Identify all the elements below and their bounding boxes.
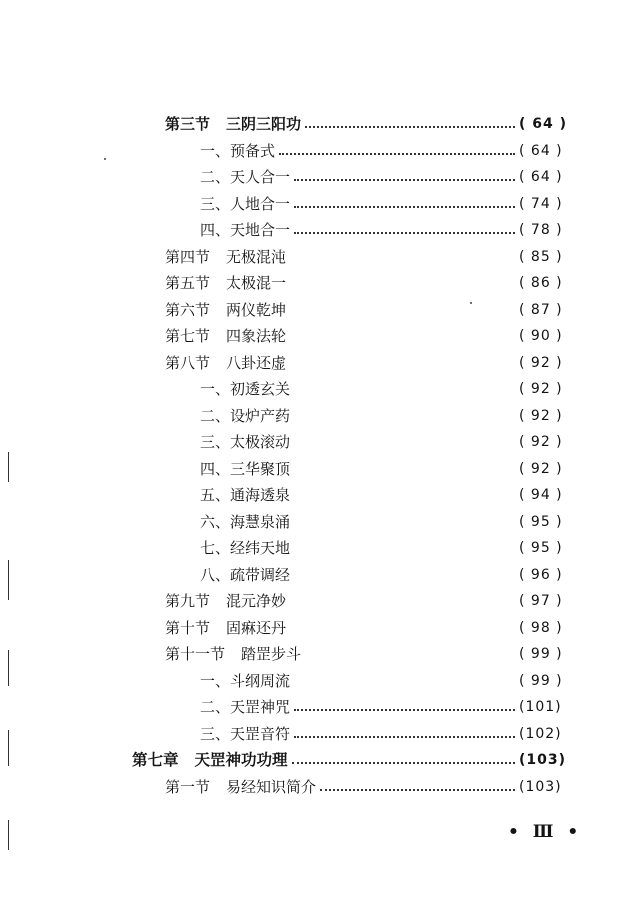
toc-entry bbox=[0, 456, 575, 483]
toc-entry bbox=[0, 164, 575, 191]
dot-leader bbox=[320, 789, 515, 791]
toc-entry-page: (102) bbox=[519, 725, 562, 742]
toc-entry-title: 六、海慧泉涌 bbox=[200, 512, 291, 531]
toc-entry-page: ( 92 ) bbox=[519, 381, 563, 397]
toc-entry-label: 第一节 bbox=[165, 777, 211, 796]
toc-entry-title: 三、人地合一 bbox=[200, 194, 291, 213]
toc-entry-page: ( 64 ) bbox=[519, 116, 568, 132]
toc-entry-page: (101) bbox=[519, 699, 562, 715]
dot-leader bbox=[279, 153, 515, 155]
toc-entry-page: ( 95 ) bbox=[519, 513, 563, 530]
toc-entry-page: ( 87 ) bbox=[519, 301, 563, 318]
toc-entry-page: ( 94 ) bbox=[519, 487, 563, 503]
toc-entry bbox=[0, 191, 575, 218]
toc-entry bbox=[0, 509, 575, 536]
toc-entry-page: ( 98 ) bbox=[519, 619, 563, 636]
toc-entry bbox=[0, 641, 575, 668]
toc-entry-page: ( 78 ) bbox=[519, 222, 563, 238]
toc-entry-page: ( 95 ) bbox=[519, 540, 563, 556]
toc-entry-page: ( 92 ) bbox=[519, 434, 563, 450]
dot-leader bbox=[294, 206, 515, 208]
toc-entry bbox=[0, 774, 575, 801]
dot-leader bbox=[305, 126, 515, 128]
scan-edge-mark bbox=[8, 820, 9, 850]
dot-leader bbox=[294, 232, 515, 234]
scan-speck bbox=[104, 158, 106, 160]
toc-entry bbox=[0, 562, 575, 589]
toc-entry-label: 第五节 bbox=[165, 274, 211, 292]
toc-entry-title: 四象法轮 bbox=[226, 327, 287, 345]
toc-entry-title: 两仪乾坤 bbox=[226, 300, 287, 319]
toc-entry bbox=[0, 217, 575, 244]
toc-entry-page: ( 92 ) bbox=[519, 407, 563, 424]
toc-entry-title: 二、天罡神咒 bbox=[200, 698, 291, 716]
toc-entry bbox=[0, 403, 575, 430]
toc-entry-page: ( 86 ) bbox=[519, 275, 563, 291]
toc-entry bbox=[0, 535, 575, 562]
toc-entry-label: 第十一节 bbox=[165, 645, 226, 663]
toc-entry-title: 固痳还丹 bbox=[226, 618, 287, 637]
toc-entry-title: 七、经纬天地 bbox=[200, 539, 291, 557]
dot-leader bbox=[292, 762, 515, 764]
toc-entry bbox=[0, 482, 575, 509]
toc-entry-title: 太极混一 bbox=[226, 274, 287, 292]
toc-entry bbox=[0, 111, 575, 138]
scan-edge-mark bbox=[8, 452, 9, 482]
toc-entry-title: 五、通海透泉 bbox=[200, 486, 291, 504]
toc-entry bbox=[0, 615, 575, 642]
toc-entry-page: ( 74 ) bbox=[519, 195, 563, 212]
toc-entry-title: 四、天地合一 bbox=[200, 221, 291, 239]
scan-speck bbox=[470, 302, 472, 304]
toc-entry-title: 八卦还虚 bbox=[226, 353, 287, 372]
toc-entry-page: (103) bbox=[519, 778, 562, 795]
toc-entry-title: 天罡神功功理 bbox=[194, 750, 288, 769]
toc-entry-title: 三阴三阳功 bbox=[226, 115, 302, 133]
toc-entry-label: 第七章 bbox=[132, 750, 179, 769]
toc-entry bbox=[0, 297, 575, 324]
toc-entry bbox=[0, 376, 575, 403]
toc-entry-title: 易经知识简介 bbox=[226, 777, 317, 796]
toc-entry-title: 四、三华聚顶 bbox=[200, 459, 291, 478]
toc-entry-title: 踏罡步斗 bbox=[241, 645, 302, 663]
toc-entry-page: ( 64 ) bbox=[519, 169, 563, 185]
toc-entry-page: ( 99 ) bbox=[519, 672, 563, 689]
toc-entry-page: ( 99 ) bbox=[519, 646, 563, 662]
toc-entry-label: 第八节 bbox=[165, 353, 211, 372]
toc-entry bbox=[0, 747, 575, 774]
scan-edge-mark bbox=[8, 650, 9, 686]
toc-entry-page: (103) bbox=[519, 752, 567, 768]
toc-entry bbox=[0, 323, 575, 350]
scan-edge-mark bbox=[8, 730, 9, 766]
toc-entry-title: 混元净妙 bbox=[226, 592, 287, 610]
toc-entry bbox=[0, 350, 575, 377]
toc-entry bbox=[0, 138, 575, 165]
toc-entry bbox=[0, 270, 575, 297]
toc-entry-title: 三、太极滚动 bbox=[200, 433, 291, 451]
toc-entry-label: 第十节 bbox=[165, 618, 211, 637]
table-of-contents bbox=[0, 111, 618, 800]
toc-entry-title: 无极混沌 bbox=[226, 247, 287, 266]
toc-entry-page: ( 92 ) bbox=[519, 460, 563, 477]
toc-entry-page: ( 96 ) bbox=[519, 566, 563, 583]
toc-entry-page: ( 92 ) bbox=[519, 354, 563, 371]
toc-entry-label: 第七节 bbox=[165, 327, 211, 345]
scan-edge-mark bbox=[8, 560, 9, 600]
toc-entry-title: 二、设炉产药 bbox=[200, 406, 291, 425]
toc-entry-title: 一、预备式 bbox=[200, 141, 276, 160]
toc-entry-page: ( 85 ) bbox=[519, 248, 563, 265]
dot-leader bbox=[294, 179, 515, 181]
toc-entry bbox=[0, 429, 575, 456]
toc-entry-title: 三、天罡音符 bbox=[200, 724, 291, 743]
toc-entry-label: 第六节 bbox=[165, 300, 211, 319]
toc-entry-label: 第九节 bbox=[165, 592, 211, 610]
toc-entry-page: ( 97 ) bbox=[519, 593, 563, 609]
toc-entry bbox=[0, 244, 575, 271]
toc-entry bbox=[0, 694, 575, 721]
dot-leader bbox=[294, 709, 515, 711]
toc-entry bbox=[0, 668, 575, 695]
toc-entry-title: 八、疏带调经 bbox=[200, 565, 291, 584]
toc-entry-label: 第三节 bbox=[165, 115, 211, 133]
page-number-folio: • Ⅲ • bbox=[508, 822, 583, 842]
toc-entry-page: ( 90 ) bbox=[519, 328, 563, 344]
toc-entry bbox=[0, 721, 575, 748]
toc-entry-title: 一、斗纲周流 bbox=[200, 671, 291, 690]
toc-entry-label: 第四节 bbox=[165, 247, 211, 266]
toc-entry bbox=[0, 588, 575, 615]
toc-entry-title: 一、初透玄关 bbox=[200, 380, 291, 398]
dot-leader bbox=[294, 736, 515, 738]
toc-entry-page: ( 64 ) bbox=[519, 142, 563, 159]
toc-entry-title: 二、天人合一 bbox=[200, 168, 291, 186]
